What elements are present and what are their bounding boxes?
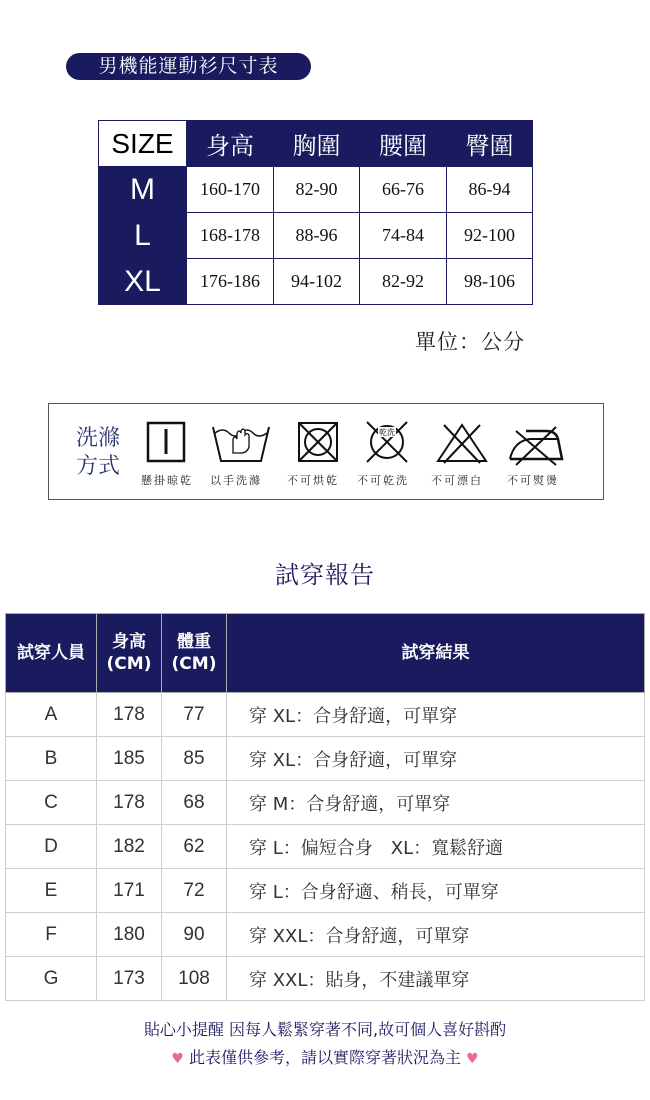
size-cell: 82-90 xyxy=(274,167,360,213)
weight-cell: 77 xyxy=(162,693,227,737)
table-row xyxy=(6,913,645,957)
size-cell: 168-178 xyxy=(187,213,274,259)
wash-label: 不可熨燙 xyxy=(507,474,559,487)
size-cell: 94-102 xyxy=(274,259,360,305)
size-row-xl xyxy=(99,259,533,305)
heart-icon: ♥ xyxy=(171,1051,184,1067)
result-cell: 穿 XL：合身舒適，可單穿 xyxy=(227,693,645,737)
height-cell: 178 xyxy=(97,781,162,825)
table-row xyxy=(6,781,645,825)
hip-column-header: 臀圍 xyxy=(447,121,533,167)
person-cell: G xyxy=(6,957,97,1001)
weight-cell: 72 xyxy=(162,869,227,913)
person-cell: E xyxy=(6,869,97,913)
reminder-note: 貼心小提醒 因每人鬆緊穿著不同,故可個人喜好斟酌 xyxy=(143,1020,507,1039)
no-tumble-dry-icon xyxy=(296,419,342,467)
hang-dry-icon xyxy=(144,419,192,467)
size-column-header: SIZE xyxy=(99,121,187,167)
weight-header-line2: (CM) xyxy=(171,654,217,674)
wash-title xyxy=(72,425,124,481)
result-cell: 穿 XL：合身舒適，可單穿 xyxy=(227,737,645,781)
wash-label: 懸掛晾乾 xyxy=(141,474,193,487)
weight-header-line1: 體重 xyxy=(177,632,211,652)
wash-title-line2: 方式 xyxy=(75,454,120,479)
person-cell: F xyxy=(6,913,97,957)
result-cell: 穿 L：偏短合身 XL：寬鬆舒適 xyxy=(227,825,645,869)
size-cell: 88-96 xyxy=(274,213,360,259)
table-row xyxy=(6,825,645,869)
dry-clean-text: 乾洗 xyxy=(379,428,395,437)
height-cell: 178 xyxy=(97,693,162,737)
size-cell: 66-76 xyxy=(360,167,447,213)
weight-cell: 62 xyxy=(162,825,227,869)
height-cell: 173 xyxy=(97,957,162,1001)
result-cell: 穿 XXL：合身舒適，可單穿 xyxy=(227,913,645,957)
result-cell: 穿 XXL：貼身，不建議單穿 xyxy=(227,957,645,1001)
reference-note-row xyxy=(0,1045,650,1068)
unit-note: 單位：公分 xyxy=(415,330,525,354)
no-bleach-icon xyxy=(434,419,490,467)
size-cell: 92-100 xyxy=(447,213,533,259)
person-cell: B xyxy=(6,737,97,781)
height-cell: 182 xyxy=(97,825,162,869)
wash-label: 不可乾洗 xyxy=(357,474,409,487)
wash-label: 以手洗滌 xyxy=(210,474,262,487)
size-chart-table xyxy=(98,120,533,305)
report-heading: 試穿報告 xyxy=(275,561,375,589)
height-column-header xyxy=(97,614,162,693)
size-chart-header-row xyxy=(99,121,533,167)
weight-cell: 68 xyxy=(162,781,227,825)
waist-column-header: 腰圍 xyxy=(360,121,447,167)
table-row xyxy=(6,737,645,781)
wash-label: 不可烘乾 xyxy=(287,474,339,487)
wash-label: 不可漂白 xyxy=(431,474,483,487)
weight-cell: 90 xyxy=(162,913,227,957)
size-label: M xyxy=(99,167,187,213)
size-label: L xyxy=(99,213,187,259)
reference-note: 此表僅供參考，請以實際穿著狀況為主 xyxy=(188,1048,461,1067)
height-header-line1: 身高 xyxy=(112,632,146,652)
size-row-m xyxy=(99,167,533,213)
size-row-l xyxy=(99,213,533,259)
hand-wash-icon xyxy=(209,419,273,467)
table-row xyxy=(6,869,645,913)
no-dry-clean-icon xyxy=(362,419,412,469)
person-column-header: 試穿人員 xyxy=(6,614,97,693)
height-cell: 185 xyxy=(97,737,162,781)
weight-column-header xyxy=(162,614,227,693)
person-cell: A xyxy=(6,693,97,737)
weight-cell: 85 xyxy=(162,737,227,781)
size-cell: 98-106 xyxy=(447,259,533,305)
wash-title-line1: 洗滌 xyxy=(75,426,120,451)
report-header-row xyxy=(6,614,645,693)
height-column-header: 身高 xyxy=(187,121,274,167)
person-cell: D xyxy=(6,825,97,869)
size-cell: 160-170 xyxy=(187,167,274,213)
no-iron-icon xyxy=(506,419,566,467)
page-title: 男機能運動衫尺寸表 xyxy=(66,53,311,80)
result-cell: 穿 M：合身舒適，可單穿 xyxy=(227,781,645,825)
height-cell: 171 xyxy=(97,869,162,913)
table-row xyxy=(6,957,645,1001)
result-column-header: 試穿結果 xyxy=(227,614,645,693)
size-cell: 86-94 xyxy=(447,167,533,213)
result-cell: 穿 L：合身舒適、稍長，可單穿 xyxy=(227,869,645,913)
size-cell: 82-92 xyxy=(360,259,447,305)
height-cell: 180 xyxy=(97,913,162,957)
heart-icon: ♥ xyxy=(466,1051,479,1067)
table-row xyxy=(6,693,645,737)
fit-report-table xyxy=(5,613,645,1001)
weight-cell: 108 xyxy=(162,957,227,1001)
height-header-line2: (CM) xyxy=(106,654,152,674)
chest-column-header: 胸圍 xyxy=(274,121,360,167)
size-cell: 176-186 xyxy=(187,259,274,305)
person-cell: C xyxy=(6,781,97,825)
size-label: XL xyxy=(99,259,187,305)
size-cell: 74-84 xyxy=(360,213,447,259)
